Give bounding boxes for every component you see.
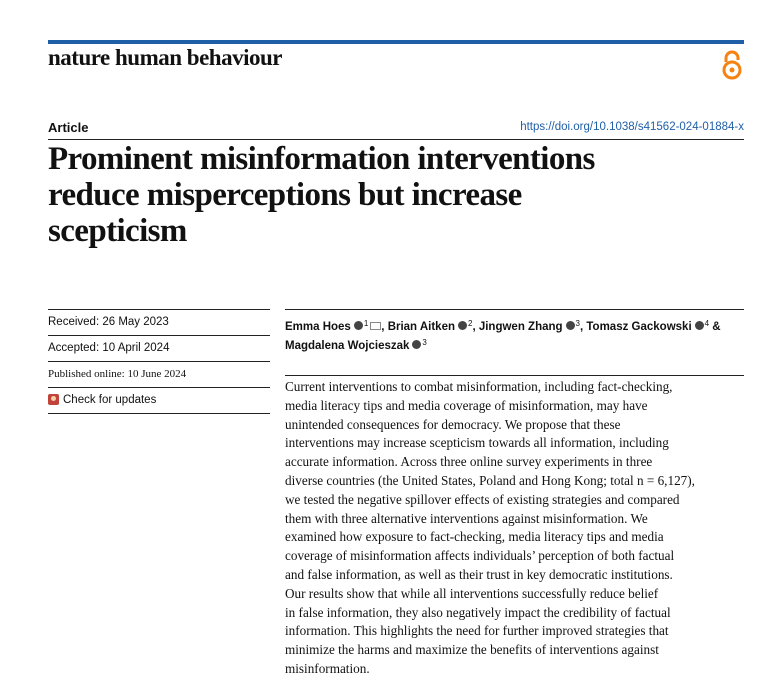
- abstract-line: media literacy tips and media coverage of misinformation, may have: [285, 397, 648, 413]
- author-separator: ,: [580, 321, 587, 333]
- article-type: Article: [48, 120, 89, 135]
- abstract-divider: [285, 375, 744, 376]
- author-name[interactable]: Jingwen Zhang: [478, 321, 563, 333]
- abstract-line: in false information, they also negatively impact the credibility of factual: [285, 604, 671, 620]
- orcid-icon[interactable]: [412, 340, 421, 349]
- abstract-line: interventions may increase scepticism towards all information, including: [285, 435, 669, 451]
- abstract-line: Our results show that while all interventions successfully reduce belief: [285, 585, 659, 601]
- abstract-line: accurate information. Across three online survey experiments in three: [285, 454, 653, 470]
- check-for-updates-label: Check for updates: [63, 394, 157, 406]
- author-separator: ,: [381, 321, 388, 333]
- abstract-line: and false information, as well as their trust in key democratic institutions.: [285, 566, 673, 582]
- author-list: [285, 309, 744, 354]
- abstract-line: we tested the negative spillover effects of existing strategies and compared: [285, 491, 680, 507]
- author-name[interactable]: Tomasz Gackowski: [586, 321, 692, 333]
- affiliation-sup: 3: [575, 319, 580, 328]
- check-for-updates-button[interactable]: [48, 388, 270, 413]
- affiliation-sup: 2: [468, 319, 473, 328]
- title-line: scepticism: [48, 213, 187, 249]
- abstract-line: them with three alternative interventions against misinformation. We: [285, 510, 648, 526]
- email-icon[interactable]: [370, 322, 381, 330]
- author-separator: ,: [472, 321, 479, 333]
- orcid-icon[interactable]: [566, 321, 575, 330]
- accepted-date: Accepted: 10 April 2024: [48, 342, 170, 354]
- abstract-line: minimize the harms and maximize the benefits of interventions against: [285, 642, 659, 658]
- abstract-line: unintended consequences for democracy. We propose that these: [285, 416, 621, 432]
- author-name[interactable]: Emma Hoes: [285, 321, 351, 333]
- abstract-line: diverse countries (the United States, Poland and Hong Kong; total n = 6,127),: [285, 472, 695, 488]
- article-info-sidebar: [48, 309, 270, 414]
- open-access-icon: [719, 49, 745, 81]
- header-divider: [48, 139, 744, 140]
- affiliation-sup: 3: [422, 338, 427, 347]
- affiliation-sup: 1: [363, 319, 369, 328]
- abstract-line: Current interventions to combat misinformation, including fact-checking,: [285, 379, 673, 394]
- journal-accent-bar: [48, 40, 744, 44]
- journal-name[interactable]: nature human behaviour: [48, 45, 282, 70]
- abstract-line: examined how exposure to fact-checking, media literacy tips and media: [285, 529, 664, 545]
- title-line: reduce misperceptions but increase: [48, 177, 522, 213]
- abstract-line: misinformation.: [285, 660, 370, 676]
- received-date: Received: 26 May 2023: [48, 316, 169, 328]
- author-separator: &: [709, 321, 721, 333]
- orcid-icon[interactable]: [695, 321, 704, 330]
- abstract-line: coverage of misinformation affects individuals’ perception of both factual: [285, 548, 675, 564]
- abstract-line: information. This highlights the need for further improved strategies that: [285, 623, 669, 639]
- author-name[interactable]: Brian Aitken: [387, 321, 455, 333]
- orcid-icon[interactable]: [458, 321, 467, 330]
- check-for-updates-icon: [48, 394, 59, 405]
- affiliation-sup: 4: [704, 319, 710, 328]
- article-title: [48, 141, 748, 249]
- divider: [48, 413, 270, 414]
- title-line: Prominent misinformation interventions: [48, 141, 595, 177]
- doi-link[interactable]: https://doi.org/10.1038/s41562-024-01884-x: [520, 121, 744, 133]
- abstract: [285, 378, 744, 679]
- author-name[interactable]: Magdalena Wojcieszak: [285, 340, 410, 352]
- published-date: Published online: 10 June 2024: [48, 368, 187, 380]
- orcid-icon[interactable]: [354, 321, 363, 330]
